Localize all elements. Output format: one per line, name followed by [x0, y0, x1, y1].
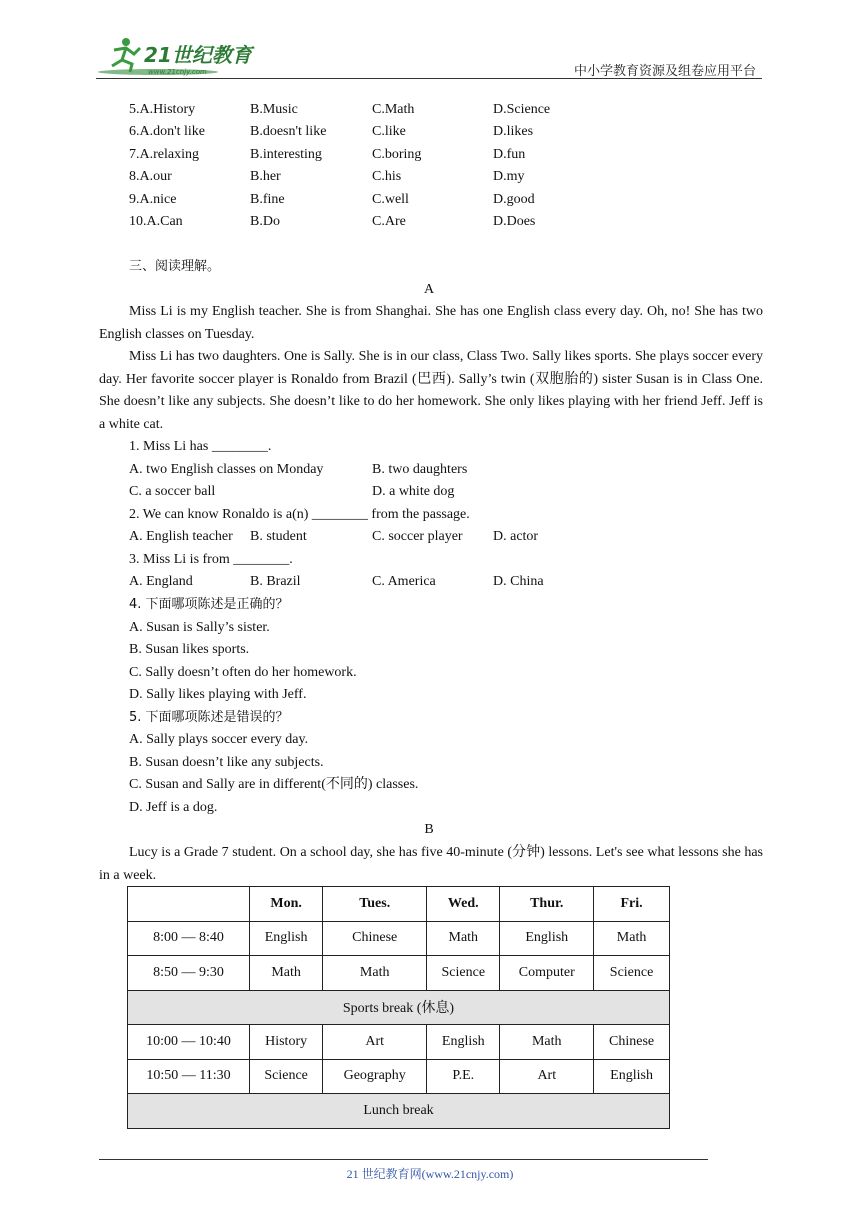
- option-a: A. Sally plays soccer every day.: [129, 732, 309, 747]
- logo-url: www.21cnjy.com: [148, 68, 207, 76]
- option-d: D.my: [493, 169, 525, 184]
- lesson-cell: Computer: [500, 956, 594, 991]
- day-header: Tues.: [323, 887, 427, 922]
- option-c: C. a soccer ball: [129, 484, 216, 499]
- option-c: C.Math: [372, 102, 415, 117]
- day-header: Thur.: [500, 887, 594, 922]
- lesson-cell: Art: [323, 1025, 427, 1060]
- page-header: [96, 30, 762, 78]
- lesson-cell: Chinese: [594, 1025, 670, 1060]
- lesson-cell: Chinese: [323, 921, 427, 956]
- option-c: C.like: [372, 124, 406, 139]
- lesson-cell: Math: [427, 921, 500, 956]
- option-row: [129, 571, 769, 593]
- header-divider: [96, 78, 762, 79]
- table-row: [128, 921, 670, 956]
- lunch-break-row: [128, 1094, 670, 1129]
- logo-text: 21世纪教育: [144, 43, 252, 67]
- option-d: D.good: [493, 192, 535, 207]
- question-3: 3. Miss Li is from ________.: [129, 552, 293, 567]
- option-c: C. soccer player: [372, 529, 463, 544]
- lesson-cell: Geography: [323, 1059, 427, 1094]
- option-d: D. Jeff is a dog.: [129, 800, 218, 815]
- lesson-cell: Science: [250, 1059, 323, 1094]
- option-b: B. Susan likes sports.: [129, 642, 250, 657]
- footer-divider: [99, 1159, 708, 1160]
- option-a: 8.A.our: [129, 169, 172, 184]
- lesson-cell: Math: [250, 956, 323, 991]
- option-b: B. two daughters: [372, 462, 468, 477]
- option-b: B.fine: [250, 192, 285, 207]
- lesson-cell: Math: [500, 1025, 594, 1060]
- option-c: C.well: [372, 192, 409, 207]
- question-4: 4. 下面哪项陈述是正确的？: [129, 597, 289, 612]
- lesson-cell: English: [427, 1025, 500, 1060]
- section-title: 三、阅读理解。: [129, 259, 221, 274]
- option-c: C. America: [372, 574, 436, 589]
- time-cell: 10:50 — 11:30: [128, 1059, 250, 1094]
- lesson-cell: Science: [594, 956, 670, 991]
- option-c: C. Susan and Sally are in different(不同的) classes.: [129, 777, 419, 792]
- option-a: A. England: [129, 574, 193, 589]
- passage-a-paragraph-2: Miss Li has two daughters. One is Sally. She is in our class, Class Two. Sally likes sports. She plays soccer every day. Her favorite soccer player is Ronaldo from Brazil (巴西). Sally’s twin (双胞胎的) sister Susan is in Class One. She doesn’t like any subjects. She doesn’t like to do her homework. She only likes playing with her friend Jeff. Jeff is a white cat.: [99, 349, 763, 432]
- option-row: [129, 211, 769, 233]
- option-b: B.interesting: [250, 147, 322, 162]
- option-b: B.her: [250, 169, 281, 184]
- table-row: [128, 1059, 670, 1094]
- option-c: C. Sally doesn’t often do her homework.: [129, 665, 357, 680]
- option-d: D.Does: [493, 214, 536, 229]
- platform-name: 中小学教育资源及组卷应用平台: [573, 64, 756, 79]
- option-row: [129, 189, 769, 211]
- option-a: A. Susan is Sally’s sister.: [129, 620, 270, 635]
- option-d: D. actor: [493, 529, 539, 544]
- time-cell: 8:50 — 9:30: [128, 956, 250, 991]
- lesson-cell: Math: [594, 921, 670, 956]
- option-row: [129, 481, 769, 503]
- option-row: [129, 459, 769, 481]
- option-c: C.boring: [372, 147, 422, 162]
- option-row: [129, 166, 769, 188]
- option-b: B. Susan doesn’t like any subjects.: [129, 755, 324, 770]
- option-d: D. a white dog: [372, 484, 455, 499]
- question-1: 1. Miss Li has ________.: [129, 439, 272, 454]
- option-row: [129, 99, 769, 121]
- sports-break-row: [128, 990, 670, 1025]
- schedule-table: [127, 886, 670, 1129]
- day-header: Fri.: [594, 887, 670, 922]
- lesson-cell: English: [594, 1059, 670, 1094]
- question-5: 5. 下面哪项陈述是错误的？: [129, 710, 289, 725]
- lesson-cell: Art: [500, 1059, 594, 1094]
- option-a: 5.A.History: [129, 102, 196, 117]
- time-cell: 8:00 — 8:40: [128, 921, 250, 956]
- option-d: D.likes: [493, 124, 534, 139]
- option-b: B. student: [250, 529, 307, 544]
- passage-b-label: B: [424, 822, 434, 837]
- option-a: 9.A.nice: [129, 192, 177, 207]
- day-header: Mon.: [250, 887, 323, 922]
- option-d: D.Science: [493, 102, 551, 117]
- option-b: B. Brazil: [250, 574, 301, 589]
- table-header-row: [128, 887, 670, 922]
- time-cell: 10:00 — 10:40: [128, 1025, 250, 1060]
- day-header: Wed.: [427, 887, 500, 922]
- lunch-break-cell: Lunch break: [128, 1094, 670, 1129]
- option-a: 6.A.don't like: [129, 124, 206, 139]
- option-d: D. China: [493, 574, 544, 589]
- sports-break-cell: Sports break (休息): [128, 990, 670, 1025]
- passage-a-label: A: [423, 282, 435, 297]
- option-d: D.fun: [493, 147, 526, 162]
- option-a: A. English teacher: [129, 529, 233, 544]
- option-row: [129, 144, 769, 166]
- lesson-cell: P.E.: [427, 1059, 500, 1094]
- lesson-cell: English: [250, 921, 323, 956]
- lesson-cell: History: [250, 1025, 323, 1060]
- option-b: B.Do: [250, 214, 280, 229]
- table-row: [128, 956, 670, 991]
- passage-b-paragraph-1: Lucy is a Grade 7 student. On a school day, she has five 40-minute (分钟) lessons. Let's see what lessons she has in a week.: [99, 845, 763, 883]
- lesson-cell: Math: [323, 956, 427, 991]
- table-corner-cell: [128, 887, 250, 922]
- lesson-cell: English: [500, 921, 594, 956]
- logo-icon: [96, 34, 266, 78]
- option-b: B.Music: [250, 102, 298, 117]
- question-2: 2. We can know Ronaldo is a(n) ________ from the passage.: [129, 507, 470, 522]
- option-b: B.doesn't like: [250, 124, 327, 139]
- option-row: [129, 526, 769, 548]
- option-a: 7.A.relaxing: [129, 147, 199, 162]
- option-a: 10.A.Can: [129, 214, 183, 229]
- lesson-cell: Science: [427, 956, 500, 991]
- passage-a-paragraph-1: Miss Li is my English teacher. She is from Shanghai. She has one English class every day. Oh, no! She has two English classes on Tuesday.: [99, 304, 763, 342]
- option-d: D. Sally likes playing with Jeff.: [129, 687, 307, 702]
- option-a: A. two English classes on Monday: [129, 462, 324, 477]
- option-row: [129, 121, 769, 143]
- table-row: [128, 1025, 670, 1060]
- option-c: C.Are: [372, 214, 406, 229]
- option-c: C.his: [372, 169, 402, 184]
- footer-link[interactable]: 21 世纪教育网(www.21cnjy.com): [346, 1167, 514, 1181]
